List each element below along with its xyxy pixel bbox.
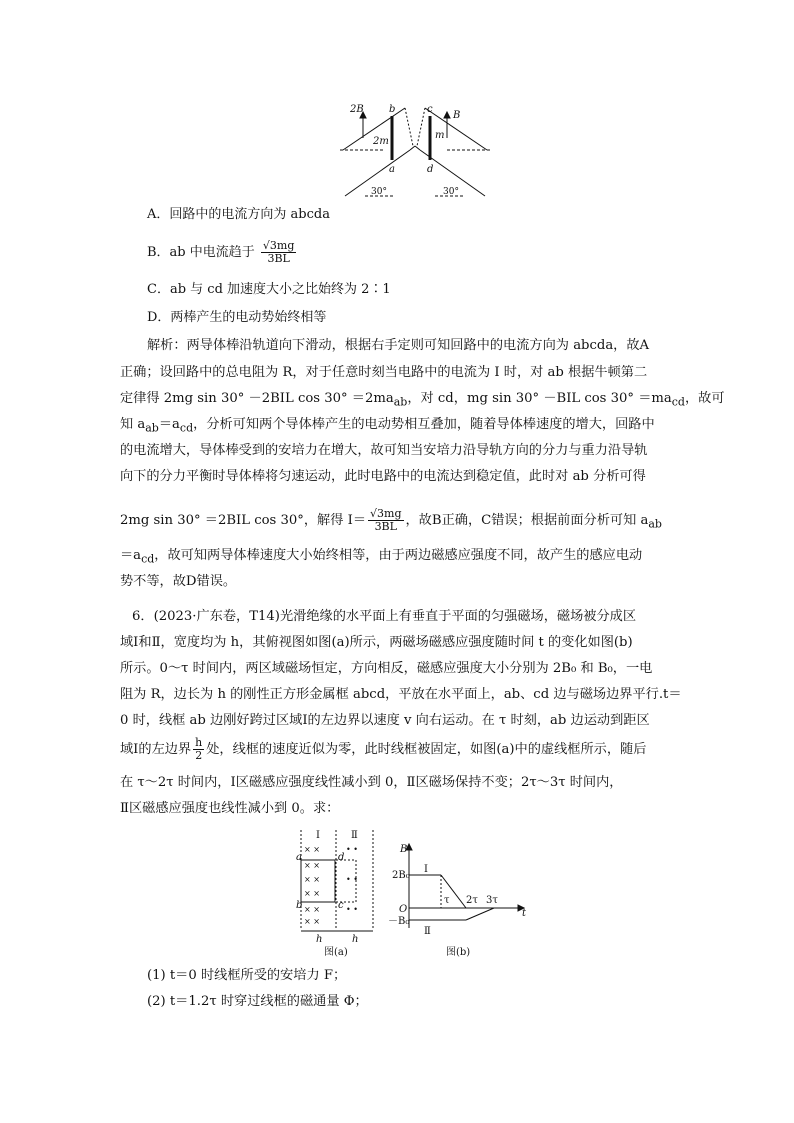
- svg-text:× ×: × ×: [304, 889, 320, 898]
- option-c: C．ab 与 cd 加速度大小之比始终为 2∶1: [147, 282, 391, 297]
- problem6-line-1: 6．(2023·广东卷，T14)光滑绝缘的水平面上有垂直于平面的匀强磁场，磁场被分成区: [132, 609, 637, 624]
- h-over-2: [193, 737, 204, 762]
- option-d: D．两棒产生的电动势始终相等: [147, 310, 327, 325]
- corner-c: c: [338, 900, 344, 911]
- h2-num: h: [195, 736, 203, 749]
- caption-a: 图(a): [324, 947, 348, 958]
- axis-B: B: [400, 844, 408, 855]
- mass-2m: 2m: [373, 136, 389, 147]
- sub-ab-2: ab: [145, 421, 159, 435]
- tick-O: O: [399, 904, 408, 915]
- svg-text:× ×: × ×: [304, 917, 320, 926]
- angle-left: 30°: [371, 187, 387, 197]
- svg-text:× ×: × ×: [304, 861, 320, 870]
- tick-3tau: 3τ: [486, 895, 498, 906]
- curve-II: Ⅱ: [424, 926, 431, 937]
- frac-numerator: √3mg: [262, 239, 295, 252]
- solution-line-3-b: ，对 cd，mg sin 30° －BIL cos 30° ＝ma: [407, 391, 672, 406]
- label-B: B: [453, 110, 461, 121]
- option-b-fraction: [261, 240, 296, 265]
- problem6-line-6: [120, 737, 720, 762]
- sub-cd-3: cd: [141, 552, 155, 566]
- solution-line-8-b: ，故可知两导体棒速度大小始终相等，由于两边磁感应强度不同，故产生的感应电动: [154, 548, 643, 563]
- rail-figure: [335, 98, 495, 208]
- sub-cd: cd: [671, 395, 685, 409]
- corner-d: d: [338, 852, 345, 863]
- problem6-line-6-a: 域Ⅰ的左边界: [120, 742, 192, 757]
- solution-line-7-a: 2mg sin 30° ＝2BIL cos 30°，解得 I＝: [120, 513, 367, 528]
- sub-ab: ab: [393, 395, 408, 409]
- problem6-line-5: 0 时，线框 ab 边刚好跨过区域Ⅰ的左边界以速度 v 向右运动。在 τ 时刻，ab 边运动到距区: [120, 713, 650, 728]
- solution-line-6: 向下的分力平衡时导体棒将匀速运动，此时电路中的电流达到稳定值，此时对 ab 分析可得: [120, 469, 646, 484]
- point-a: a: [389, 164, 395, 175]
- point-d: d: [427, 164, 434, 175]
- caption-b: 图(b): [446, 947, 471, 958]
- width-h-1: h: [316, 934, 323, 945]
- svg-text:• •: • •: [346, 875, 358, 884]
- width-h-2: h: [352, 934, 359, 945]
- problem6-line-4: 阻为 R，边长为 h 的刚性正方形金属框 abcd，平放在水平面上，ab、cd 边与磁场边界平行.t＝: [120, 687, 682, 702]
- sub-cd-2: cd: [179, 421, 194, 435]
- solution-line-7: [120, 508, 720, 535]
- curve-I: Ⅰ: [424, 864, 428, 875]
- solution-line-1: 解析：两导体棒沿轨道向下滑动，根据右手定则可知回路中的电流方向为 abcda，故A: [147, 338, 650, 353]
- option-b-text: B．ab 中电流趋于: [147, 245, 255, 260]
- region-II: Ⅱ: [351, 830, 358, 841]
- tick-minus-B0: －B₀: [388, 916, 410, 927]
- solution-line-7-b: ，故B正确，C错误；根据前面分析可知 a: [405, 513, 649, 528]
- tick-tau: τ: [444, 895, 450, 906]
- problem6-line-3: 所示。0～τ 时间内，两区域磁场恒定，方向相反，磁感应强度大小分别为 2B₀ 和 B₀，一电: [120, 661, 653, 676]
- tick-2tau: 2τ: [466, 895, 478, 906]
- corner-a: a: [296, 852, 302, 863]
- problem6-line-8: Ⅱ区磁感应强度也线性减小到 0。求：: [120, 801, 340, 816]
- label-2B: 2B: [350, 104, 364, 115]
- svg-text:• •: • •: [346, 905, 358, 914]
- solution-line-2: 正确；设回路中的总电阻为 R，对于任意时刻当电路中的电流为 I 时，对 ab 根据牛顿第二: [120, 365, 648, 380]
- question-1: (1) t＝0 时线框所受的安培力 F；: [147, 968, 347, 983]
- solution-fraction: [368, 508, 403, 533]
- solution-line-8: [120, 546, 720, 570]
- solution-line-4-c: ，分析可知两个导体棒产生的电动势相互叠加，随着导体棒速度的增大，回路中: [193, 417, 655, 432]
- question-2: (2) t＝1.2τ 时穿过线框的磁通量 Φ；: [147, 994, 368, 1009]
- svg-text:× ×: × ×: [304, 905, 320, 914]
- axis-t: t: [522, 908, 527, 919]
- solution-line-5: 的电流增大，导体棒受到的安培力在增大，故可知当安培力沿导轨方向的分力与重力沿导轨: [120, 443, 648, 458]
- solution-line-4-b: ＝a: [158, 417, 180, 432]
- solution-line-9: 势不等，故D错误。: [120, 574, 237, 589]
- tick-2B0: 2B₀: [392, 870, 410, 881]
- option-a: A．回路中的电流方向为 abcda: [147, 207, 330, 222]
- mass-m: m: [435, 130, 445, 141]
- svg-text:× ×: × ×: [304, 845, 320, 854]
- point-b: b: [389, 104, 396, 115]
- solution-line-3-c: ，故可: [684, 391, 725, 406]
- problem6-line-6-b: 处，线框的速度近似为零，此时线框被固定，如图(a)中的虚线框所示，随后: [206, 742, 647, 757]
- sub-ab-3: ab: [648, 517, 662, 531]
- solution-line-3: [120, 389, 725, 413]
- solution-line-3-a: 定律得 2mg sin 30° －2BIL cos 30° ＝2ma: [120, 391, 394, 406]
- magnetic-field-figure: [296, 828, 536, 958]
- sol-frac-num: √3mg: [370, 507, 402, 520]
- frac-denominator: 3BL: [267, 252, 290, 265]
- region-I: Ⅰ: [316, 830, 320, 841]
- h2-den: 2: [195, 749, 203, 762]
- solution-line-4-a: 知 a: [120, 417, 146, 432]
- problem6-line-7: 在 τ～2τ 时间内，Ⅰ区磁感应强度线性减小到 0，Ⅱ区磁场保持不变；2τ～3τ 时间内，: [120, 775, 623, 790]
- solution-line-8-a: ＝a: [120, 548, 142, 563]
- corner-b: b: [296, 900, 303, 911]
- solution-line-4: [120, 415, 720, 439]
- point-c: c: [427, 104, 433, 115]
- problem6-line-2: 域Ⅰ和Ⅱ，宽度均为 h，其俯视图如图(a)所示，两磁场磁感应强度随时间 t 的变化如图(b): [120, 635, 633, 650]
- option-b: [147, 240, 747, 265]
- svg-text:• •: • •: [346, 845, 358, 854]
- sol-frac-den: 3BL: [374, 520, 397, 533]
- angle-right: 30°: [443, 187, 459, 197]
- svg-text:× ×: × ×: [304, 875, 320, 884]
